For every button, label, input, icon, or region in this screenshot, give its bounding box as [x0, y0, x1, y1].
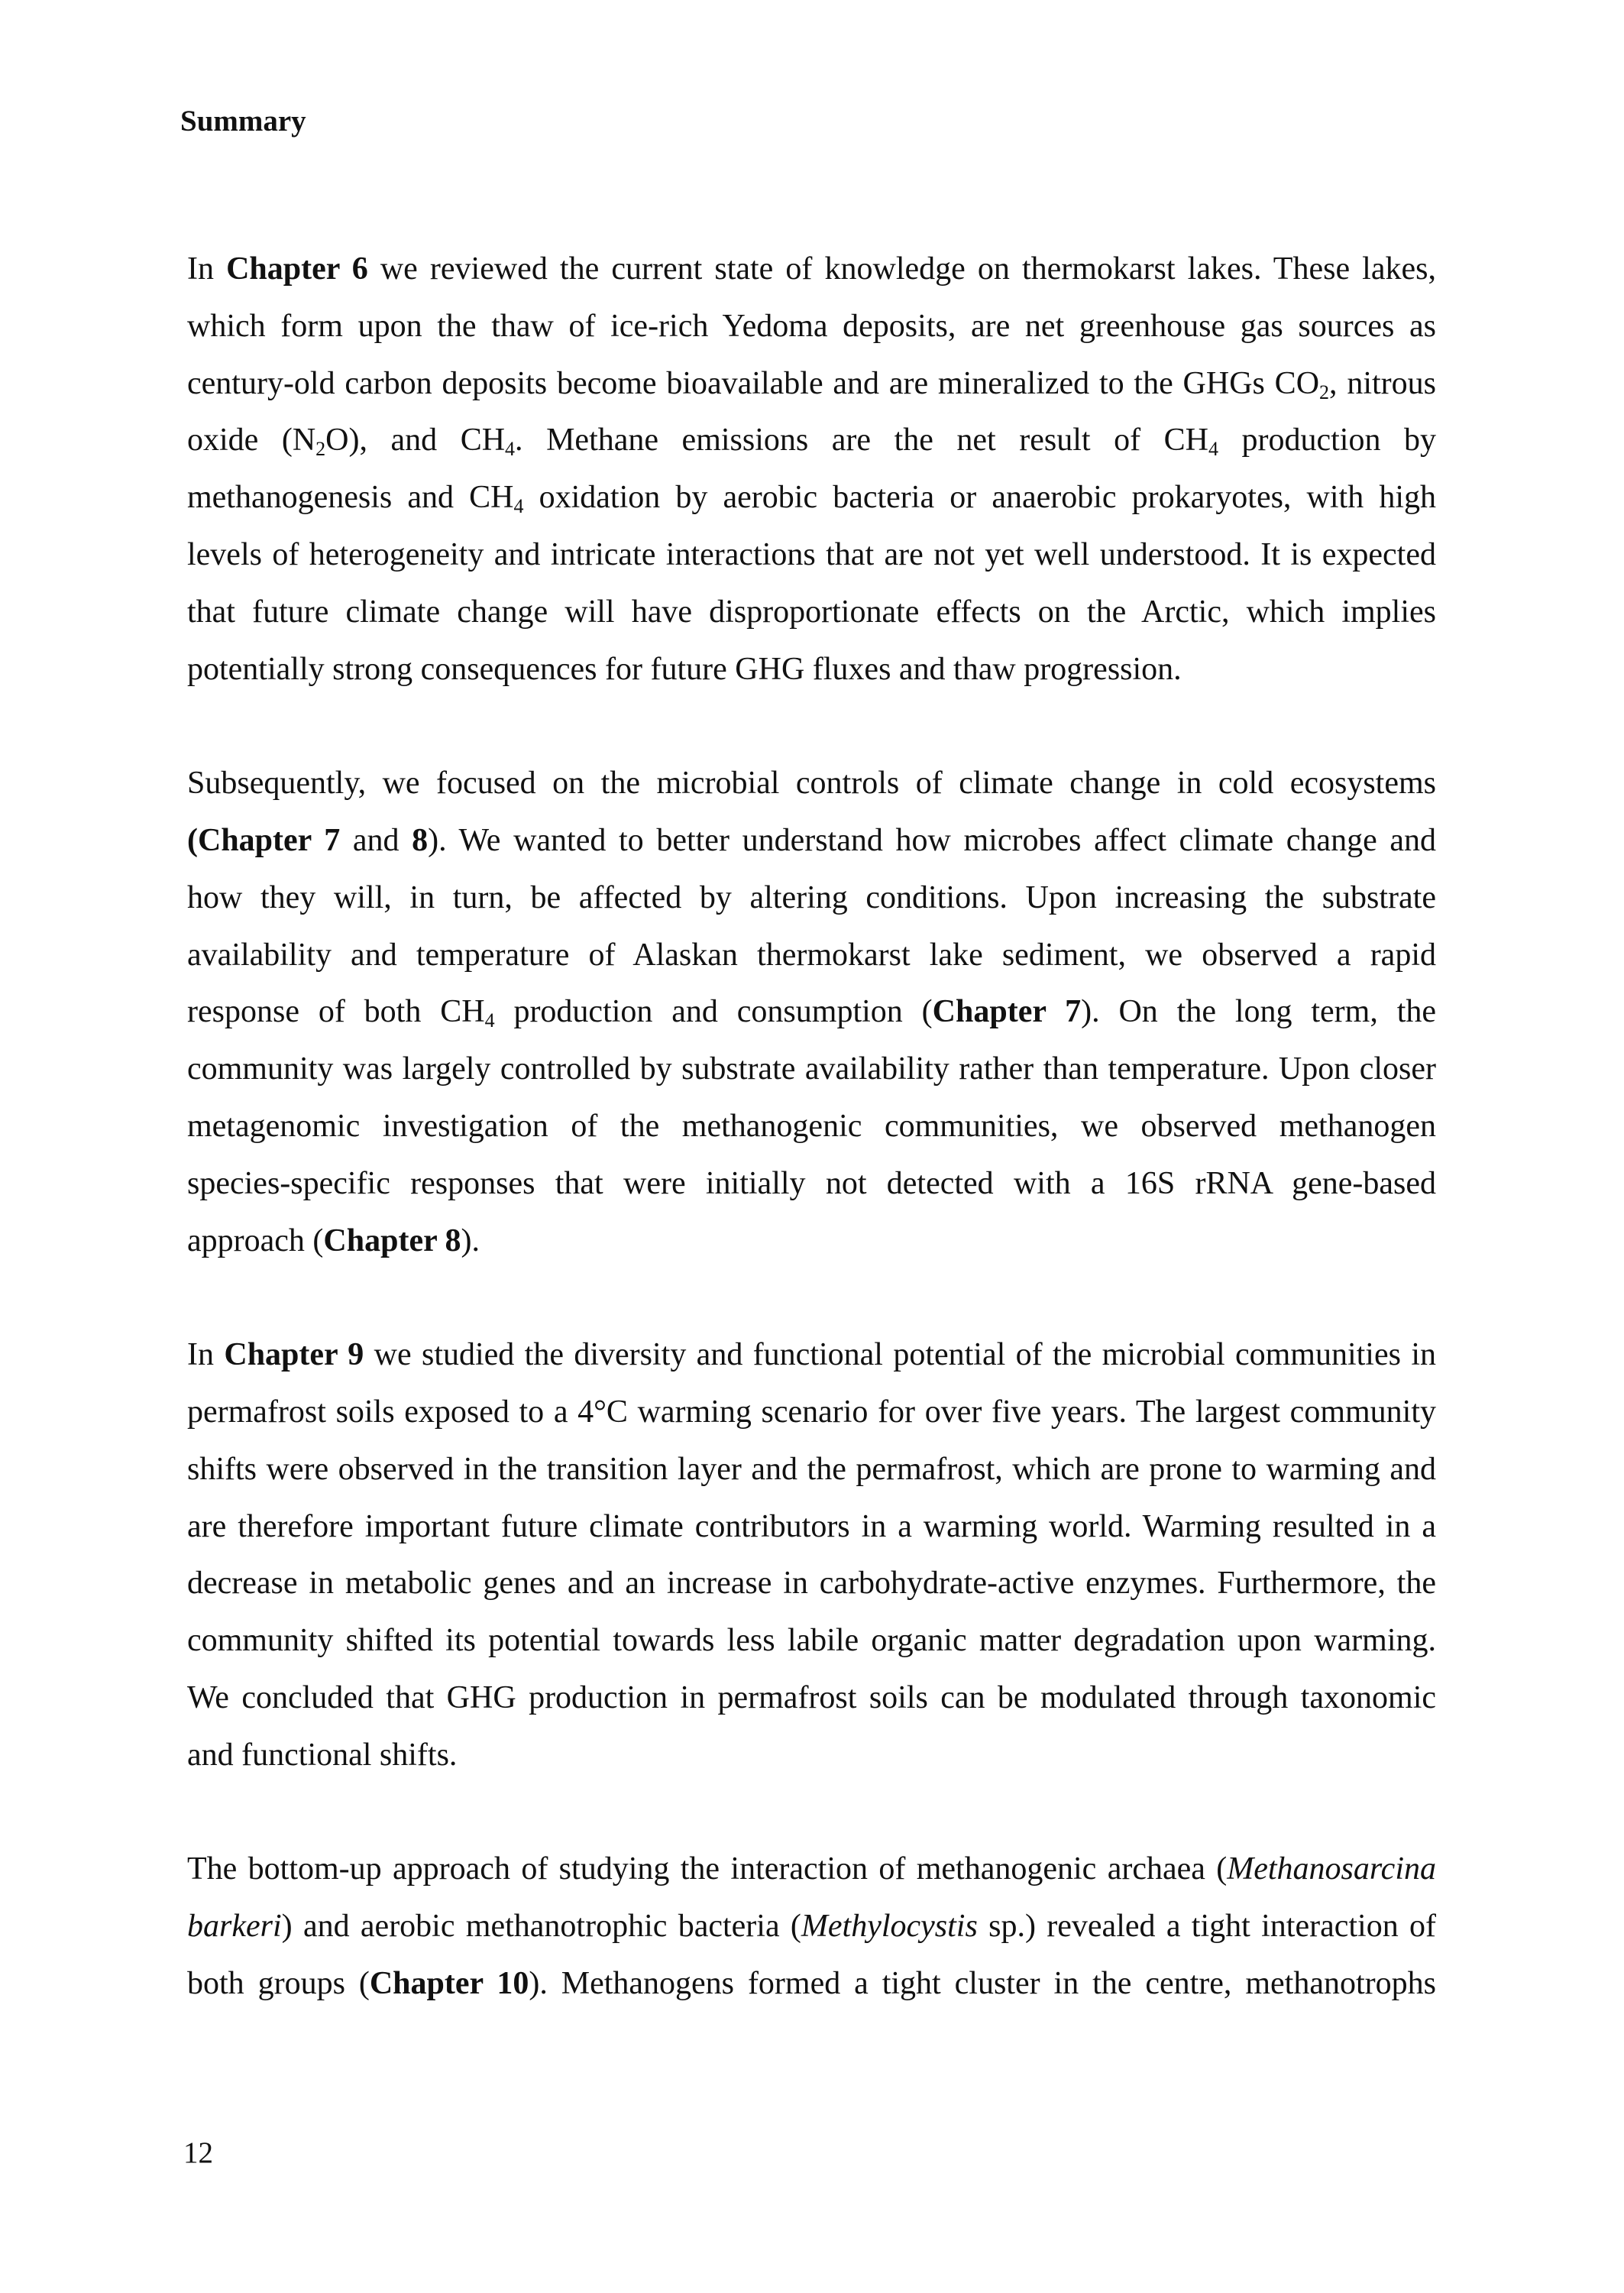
subscript: 4: [484, 1009, 495, 1032]
text-line: [187, 1735, 1436, 1793]
text-line: [187, 1049, 1436, 1106]
text-segment: , nitrous: [1329, 365, 1437, 401]
page-heading: Summary: [180, 105, 306, 138]
text-line: [187, 420, 1436, 478]
text-line: [187, 1106, 1436, 1164]
text-segment: The bottom-up approach of studying the interaction of methanogenic archaea (: [187, 1851, 1228, 1887]
text-segment: community shifted its potential towards less labile organic matter degradation upon warming.: [187, 1623, 1436, 1659]
text-line: [187, 1678, 1436, 1735]
text-line: [187, 1507, 1436, 1564]
text-segment: species-specific responses that were initially not detected with a 16S rRNA gene-based: [187, 1165, 1436, 1201]
text-line: [187, 249, 1436, 306]
text-line: [187, 649, 1436, 707]
paragraph-gap: [187, 706, 1436, 763]
text-line: [187, 763, 1436, 821]
text-segment: both groups (: [187, 1965, 370, 2001]
text-line: [187, 878, 1436, 935]
text-line: [187, 992, 1436, 1049]
page-number: 12: [183, 2136, 213, 2169]
text-segment: production by: [1218, 423, 1436, 458]
text-segment: we reviewed the current state of knowledge on thermokarst lakes. These lakes,: [367, 251, 1436, 287]
chapter-reference: Chapter 10: [369, 1965, 529, 2001]
text-line: [187, 1164, 1436, 1221]
chapter-reference: 8: [412, 822, 429, 858]
text-segment: ). On the long term, the: [1081, 994, 1437, 1030]
text-segment: ).: [461, 1223, 480, 1258]
chapter-reference: Chapter 7: [932, 994, 1082, 1030]
text-segment: levels of heterogeneity and intricate interactions that are not yet well understood. It is expected: [187, 536, 1436, 572]
subscript: 4: [1208, 438, 1218, 461]
text-line: [187, 1563, 1436, 1621]
text-segment: O), and CH: [325, 423, 506, 458]
text-line: [187, 1964, 1436, 2021]
text-segment: sp.) revealed a tight interaction of: [977, 1909, 1436, 1945]
chapter-reference: Chapter 9: [224, 1337, 364, 1373]
paragraph-chapter-10: [187, 1849, 1436, 2020]
text-segment: decrease in metabolic genes and an increase in carbohydrate-active enzymes. Furthermore, the: [187, 1566, 1436, 1602]
text-segment: community was largely controlled by substrate availability rather than temperature. Upon closer: [187, 1051, 1436, 1087]
text-segment: oxidation by aerobic bacteria or anaerobic prokaryotes, with high: [523, 480, 1437, 516]
text-segment: . Methane emissions are the net result of CH: [515, 423, 1208, 458]
text-segment: permafrost soils exposed to a 4°C warming scenario for over five years. The largest community: [187, 1394, 1436, 1430]
text-segment: ). Methanogens formed a tight cluster in the centre, methanotrophs: [529, 1965, 1436, 2001]
text-line: [187, 1449, 1436, 1507]
species-name: Methylocystis: [801, 1909, 978, 1945]
summary-body: [187, 249, 1436, 2021]
text-segment: which form upon the thaw of ice-rich Yedoma deposits, are net greenhouse gas sources as: [187, 308, 1436, 344]
text-line: [187, 478, 1436, 535]
text-segment: century-old carbon deposits become bioavailable and are mineralized to the GHGs CO: [187, 365, 1320, 401]
text-segment: that future climate change will have disproportionate effects on the Arctic, which implies: [187, 594, 1436, 630]
text-line: [187, 535, 1436, 592]
text-line: [187, 1392, 1436, 1449]
species-name: barkeri: [187, 1909, 282, 1945]
text-segment: response of both CH: [187, 994, 485, 1030]
subscript: 4: [513, 495, 524, 518]
text-line: [187, 306, 1436, 364]
text-segment: production and consumption (: [494, 994, 933, 1030]
text-line: [187, 821, 1436, 878]
text-line: [187, 1621, 1436, 1678]
text-segment: and functional shifts.: [187, 1737, 458, 1773]
text-segment: Subsequently, we focused on the microbial controls of climate change in cold ecosystems: [187, 766, 1436, 802]
text-line: [187, 364, 1436, 421]
paragraph-chapter-9: [187, 1335, 1436, 1792]
text-segment: metagenomic investigation of the methanogenic communities, we observed methanogen: [187, 1108, 1436, 1144]
text-segment: how they will, in turn, be affected by altering conditions. Upon increasing the substrate: [187, 879, 1436, 915]
text-segment: In: [187, 1337, 225, 1373]
paragraph-gap: [187, 1278, 1436, 1335]
text-line: [187, 935, 1436, 993]
paragraph-gap: [187, 1793, 1436, 1850]
subscript: 4: [505, 438, 516, 461]
text-line: [187, 1849, 1436, 1906]
paragraph-chapters-7-8: [187, 763, 1436, 1278]
paragraph-chapter-6: [187, 249, 1436, 706]
text-segment: are therefore important future climate contributors in a warming world. Warming resulted in a: [187, 1508, 1436, 1544]
text-segment: shifts were observed in the transition layer and the permafrost, which are prone to warming and: [187, 1451, 1436, 1487]
text-line: [187, 1221, 1436, 1278]
text-segment: ). We wanted to better understand how microbes affect climate change and: [428, 822, 1436, 858]
subscript: 2: [315, 438, 326, 461]
text-segment: We concluded that GHG production in permafrost soils can be modulated through taxonomic: [187, 1679, 1436, 1715]
species-name: Methanosarcina: [1227, 1851, 1436, 1887]
text-segment: methanogenesis and CH: [187, 480, 514, 516]
chapter-reference: Chapter 6: [226, 251, 368, 287]
text-line: [187, 592, 1436, 649]
text-segment: potentially strong consequences for future GHG fluxes and thaw progression.: [187, 651, 1182, 687]
chapter-reference: Chapter 8: [323, 1223, 461, 1258]
text-line: [187, 1335, 1436, 1392]
text-segment: In: [187, 251, 227, 287]
subscript: 2: [1319, 381, 1330, 403]
text-segment: oxide (N: [187, 423, 316, 458]
text-segment: we studied the diversity and functional potential of the microbial communities in: [364, 1337, 1436, 1373]
text-segment: availability and temperature of Alaskan thermokarst lake sediment, we observed a rapid: [187, 937, 1436, 973]
text-segment: and: [340, 822, 412, 858]
text-segment: ) and aerobic methanotrophic bacteria (: [281, 1909, 801, 1945]
text-segment: approach (: [187, 1223, 324, 1258]
text-line: [187, 1906, 1436, 1964]
chapter-reference: (Chapter 7: [187, 822, 341, 858]
